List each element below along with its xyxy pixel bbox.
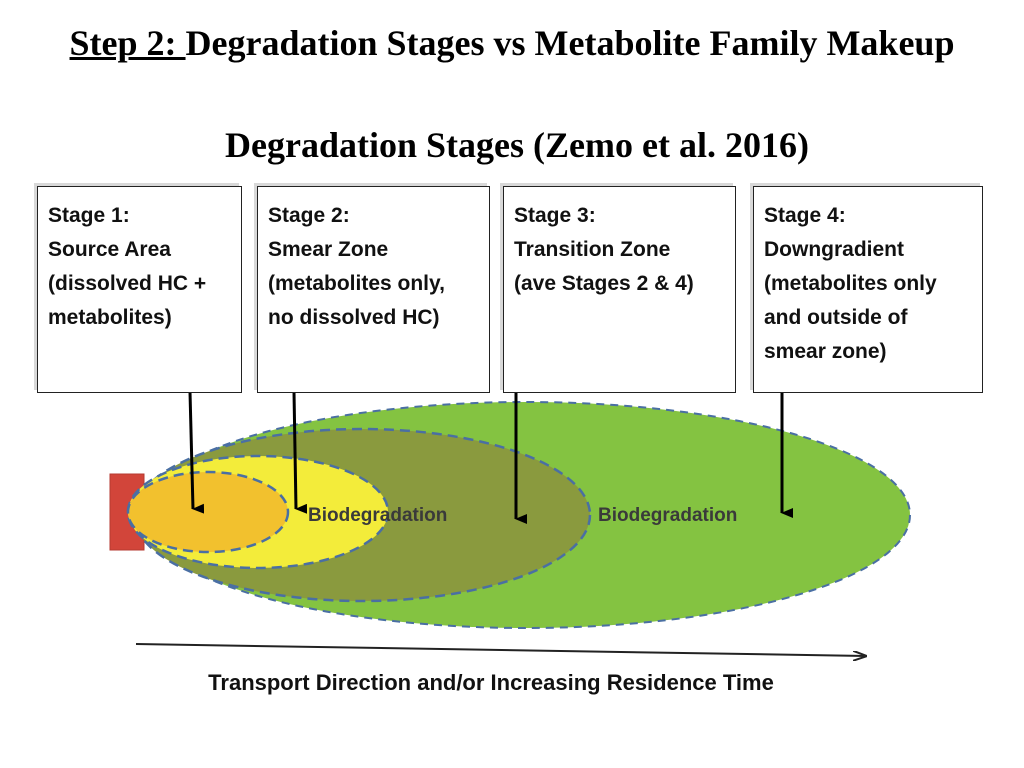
stage-4-line-3: (metabolites only [764, 272, 937, 295]
stage-2-line-1: Stage 2: [268, 204, 350, 227]
stage-3-line-3: (ave Stages 2 & 4) [514, 272, 694, 295]
stage-2-line-3: (metabolites only, [268, 272, 445, 295]
stage-2-line-2: Smear Zone [268, 238, 389, 261]
stage-4-box [753, 186, 983, 393]
stage-2-box [257, 186, 490, 393]
outer-biodegradation-label: Biodegradation [598, 505, 738, 526]
stage-1-line-2: Source Area [48, 238, 171, 261]
stage-2-line-4: no dissolved HC) [268, 306, 440, 329]
stage-4-line-4: and outside of [764, 306, 908, 329]
stage-4-line-2: Downgradient [764, 238, 904, 261]
stage2-arrow [294, 392, 296, 509]
stage-1-line-4: metabolites) [48, 306, 172, 329]
stage-1-line-1: Stage 1: [48, 204, 130, 227]
title-step: Step 2: [69, 23, 186, 63]
stage-1-box [37, 186, 242, 393]
inner-biodegradation-label: Biodegradation [308, 505, 448, 526]
stage-1-line-3: (dissolved HC + [48, 272, 207, 295]
stage-4-line-5: smear zone) [764, 340, 887, 363]
transport-arrow [136, 644, 866, 656]
transport-axis-label: Transport Direction and/or Increasing Residence Time [208, 670, 774, 695]
stage-4-line-1: Stage 4: [764, 204, 846, 227]
title-text: Degradation Stages vs Metabolite Family Makeup [185, 23, 955, 63]
stage-3-box [503, 186, 736, 393]
stage-3-line-1: Stage 3: [514, 204, 596, 227]
slide-subtitle: Degradation Stages (Zemo et al. 2016) [225, 125, 809, 165]
stage-3-line-2: Transition Zone [514, 238, 671, 261]
